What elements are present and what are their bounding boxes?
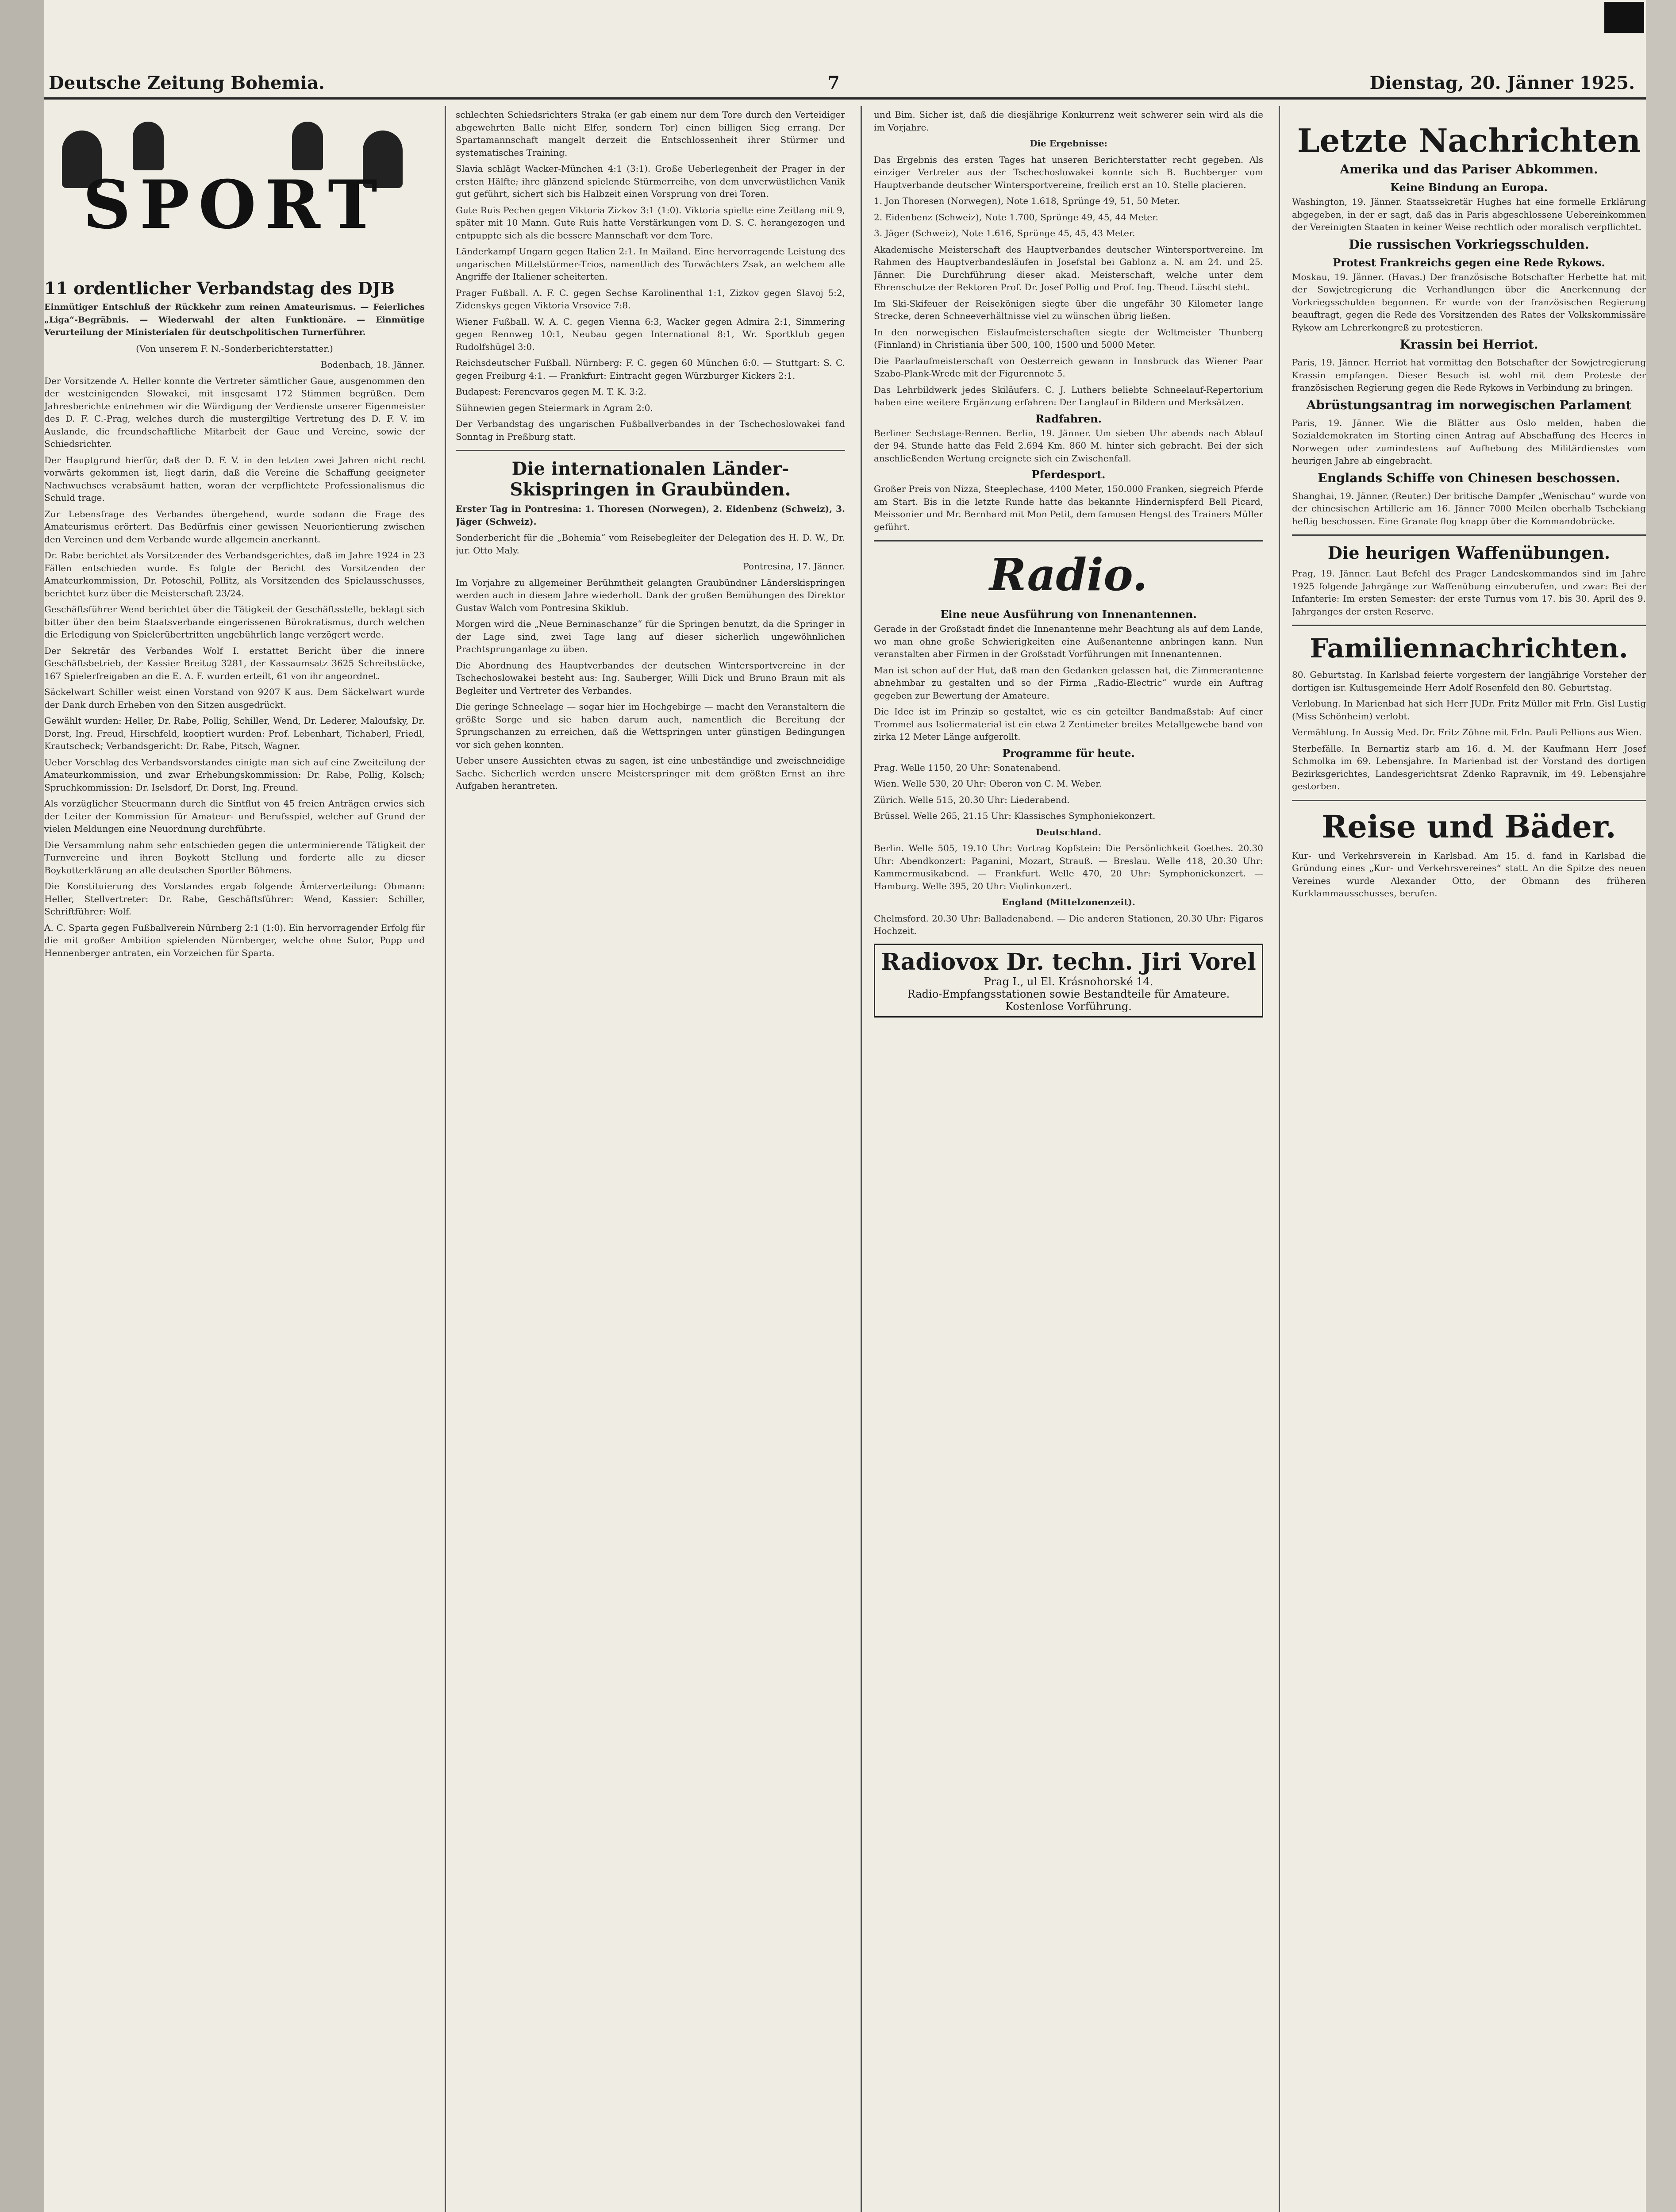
column-sport <box>44 108 425 963</box>
sport-illustration <box>44 113 425 272</box>
column-results-radio <box>874 108 1263 1018</box>
section-title-radfahren: Radfahren. <box>1035 412 1102 425</box>
result-line: Erster Tag in Pontresina: 1. Thoresen (Norwegen), 2. Eidenbenz (Schweiz), 3. Jäger (Schweiz). <box>456 503 845 527</box>
paragraph: Das Ergebnis des ersten Tages hat unseren Berichterstatter recht gegeben. Als einziger Vertreter aus der Tschechoslowakei konnte sich B. Buchberger vom Hauptverbande deutscher Wintersportvereine, freilich erst an 10. Stelle placieren. <box>874 154 1263 190</box>
corner-scan-mark <box>1604 2 1644 33</box>
paragraph: schlechten Schiedsrichters Straka (er gab einem nur dem Tore durch den Verteidiger abgewehrten Balle nicht Elfer, sondern Tor) einen billigen Sieg errang. Der Spartamannschaft mangelt derzeit die Entschlossenheit ihrer Stürmer und systematisches Training. <box>456 109 845 158</box>
column-divider <box>1279 106 1280 2212</box>
ad-address: Prag I., ul El. Krásnohorské 14. <box>984 975 1153 988</box>
paragraph: Im Vorjahre zu allgemeiner Berühmtheit gelangten Graubündner Länderskispringen werden auch in diesem Jahre wiederholt. Dank der großen Bemühungen des Direktor Gustav Walch vom Pontresina Skiklub. <box>456 577 845 613</box>
column-football <box>456 108 845 796</box>
paragraph: 80. Geburtstag. In Karlsbad feierte vorgestern der langjährige Vorsteher der dortigen isr. Kultusgemeinde Herr Adolf Rosenfeld den 80. Geburtstag. <box>1292 669 1646 693</box>
news-subheading: Amerika und das Pariser Abkommen. <box>1340 162 1598 177</box>
paragraph: Washington, 19. Jänner. Staatssekretär Hughes hat eine formelle Erklärung abgegeben, in der er sagt, daß das in Paris abgeschlossene Uebereinkommen der Vereinigten Staaten in keiner Weise rechtlich oder moralisch verpflichtet. <box>1292 196 1646 232</box>
paragraph: Ueber Vorschlag des Verbandsvorstandes einigte man sich auf eine Zweiteilung der Amateurkommission, und zwar Erhebungskommission: Dr. Rabe, Pollig, Kolsch; Spruchkommission: Dr. Iselsdorf, Dr. Dorst, Ing. Freund. <box>44 757 425 793</box>
paragraph: Die Versammlung nahm sehr entschieden gegen die unterminierende Tätigkeit der Turnvereine und ihren Boykott Stellung und forderte alle zu dieser Boykotterklärung an alle deutschen Sportler Böhmens. <box>44 839 425 876</box>
paragraph: Morgen wird die „Neue Berninaschanze“ für die Springen benutzt, da die Springer in der Lage sind, zwei Tage lang auf dieser sicherlich ungewöhnlichen Prachtsprunganlage zu üben. <box>456 618 845 654</box>
article-dateline: Pontresina, 17. Jänner. <box>743 561 845 572</box>
paragraph: Die geringe Schneelage — sogar hier im Hochgebirge — macht den Veranstaltern die größte Sorge und sie haben darum auch, namentlich die Bereitung der Sprungschanzen zu erreichen, daß die Wettspringen unter günstigen Bedingungen vor sich gehen konnten. <box>456 701 845 750</box>
ad-company-name: Radiovox Dr. techn. Jiri Vorel <box>881 948 1256 975</box>
skater-figure-icon <box>292 122 323 170</box>
page-header <box>44 66 1646 97</box>
programme-item: Prag. Welle 1150, 20 Uhr: Sonatenabend. <box>874 762 1061 773</box>
news-subheading: Keine Bindung an Europa. <box>1390 181 1548 194</box>
paragraph: Als vorzüglicher Steuermann durch die Sintflut von 45 freien Anträgen erwies sich der Leiter der Kommission für Amateur- und Berufsspiel, welcher auf Grund der vielen Meldungen eine Neuordnung durchführte. <box>44 798 425 834</box>
radio-subheading: Eine neue Ausführung von Innenantennen. <box>940 608 1197 621</box>
programme-item: Chelmsford. 20.30 Uhr: Balladenabend. — Die anderen Stationen, 20.30 Uhr: Figaros Hochzeit. <box>874 913 1263 936</box>
news-subheading: Die heurigen Waffenübungen. <box>1327 543 1611 563</box>
travel-heading: Reise und Bäder. <box>1322 808 1616 845</box>
paragraph: Der Sekretär des Verbandes Wolf I. erstattet Bericht über die innere Geschäftsbetrieb, der Kassier Breitug 3281, der Kassaumsatz 3625 Schreibstücke, 167 Spielerfreigaben an die E. A. F. wurden erteilt, 61 von ihr angeordnet. <box>44 645 425 681</box>
paragraph: Shanghai, 19. Jänner. (Reuter.) Der britische Dampfer „Wenischau“ wurde von der chinesischen Artillerie am 16. Jänner 7000 Meilen oberhalb Tschekiang heftig beschossen. Eine Granate flog knapp über die Kommandobrücke. <box>1292 490 1646 526</box>
section-rule <box>1292 800 1646 801</box>
result-item: 1. Jon Thoresen (Norwegen), Note 1.618, Sprünge 49, 51, 50 Meter. <box>874 196 1180 206</box>
scan-edge-right <box>1645 0 1676 2212</box>
paragraph: Die Paarlaufmeisterschaft von Oesterreich gewann in Innsbruck das Wiener Paar Szabo-Plank-Wrede mit der Figurennote 5. <box>874 355 1263 379</box>
paragraph: Der Verbandstag des ungarischen Fußballverbandes in der Tschechoslowakei fand Sonntag in Preßburg statt. <box>456 419 845 442</box>
runner-figure-icon <box>133 122 164 170</box>
header-date: Dienstag, 20. Jänner 1925. <box>1369 73 1635 93</box>
last-news-heading: Letzte Nachrichten <box>1297 122 1641 159</box>
newspaper-page <box>44 0 1646 2212</box>
news-subheading: Abrüstungsantrag im norwegischen Parlament <box>1306 397 1632 412</box>
paragraph: Paris, 19. Jänner. Wie die Blätter aus Oslo melden, haben die Sozialdemokraten im Storting einen Antrag auf Abschaffung des Heeres in Norwegen oder zumindestens auf Aufhebung des Militärdienstes vom heurigen Jahre ab eingebracht. <box>1292 417 1646 466</box>
section-rule <box>1292 625 1646 626</box>
paragraph: Gerade in der Großstadt findet die Innenantenne mehr Beachtung als auf dem Lande, wo man ohne große Schwierigkeiten eine Außenantenne anbringen kann. Nun veranstalten aber Firmen in der Großstadt Vorführungen mit Innenantennen. <box>874 623 1263 659</box>
section-rule <box>456 450 845 451</box>
paragraph: Die Abordnung des Hauptverbandes der deutschen Wintersportvereine in der Tschechoslowakei besteht aus: Ing. Sauberger, Willi Dick und Bruno Braun mit als Begleiter und Vertreter des Verbandes. <box>456 660 845 696</box>
news-subheading: Protest Frankreichs gegen eine Rede Rykows. <box>1333 256 1605 269</box>
paragraph: Im Ski-Skifeuer der Reisekönigen siegte über die ungefähr 30 Kilometer lange Strecke, deren Schneeverhältnisse viel zu wünschen übrig ließen. <box>874 298 1263 321</box>
header-rule <box>44 97 1646 100</box>
paragraph: A. C. Sparta gegen Fußballverein Nürnberg 2:1 (1:0). Ein hervorragender Erfolg für die mit großer Ambition spielenden Nürnberger, welche ohne Sutor, Popp und Hennenberger antraten, ein Vorzeichen für Sparta. <box>44 922 425 958</box>
section-rule <box>1292 534 1646 536</box>
paragraph: Ueber unsere Aussichten etwas zu sagen, ist eine unbeständige und zweischneidige Sache. Sicherlich werden unsere Meisterspringer mit dem größten Ernst an ihre Aufgaben herantreten. <box>456 755 845 791</box>
paragraph: Paris, 19. Jänner. Herriot hat vormittag den Botschafter der Sowjetregierung Krassin empfangen. Dieser Besuch ist wohl mit dem Proteste der französischen Regierung gegen die Rede Rykows in Verbindung zu bringen. <box>1292 357 1646 393</box>
paragraph: Zur Lebensfrage des Verbandes übergehend, wurde sodann die Frage des Amateurismus erörtert. Das Bedürfnis einer gewissen Neuorientierung zwischen den Vereinen und dem Verbande wurde allgemein anerkannt. <box>44 508 425 545</box>
result-item: 3. Jäger (Schweiz), Note 1.616, Sprünge 45, 45, 43 Meter. <box>874 228 1135 238</box>
paragraph: und Bim. Sicher ist, daß die diesjährige Konkurrenz weit schwerer sein wird als die im Vorjahre. <box>874 109 1263 133</box>
paragraph: Das Lehrbildwerk jedes Skiläufers. C. J. Luthers beliebte Schneelauf-Repertorium haben eine weitere Ergänzung erfahren: Der Langlauf in Bildern und Merksätzen. <box>874 384 1263 407</box>
article-dateline: Bodenbach, 18. Jänner. <box>320 359 425 370</box>
paragraph: Länderkampf Ungarn gegen Italien 2:1. In Mailand. Eine hervorragende Leistung des ungarischen Mittelstürmer-Trios, namentlich des Torwächters Zsak, an welchem alle Angriffe der Italiener scheiterten. <box>456 246 845 282</box>
paragraph: Sühnewien gegen Steiermark in Agram 2:0. <box>456 402 653 413</box>
paragraph: Wiener Fußball. W. A. C. gegen Vienna 6:3, Wacker gegen Admira 2:1, Simmering gegen Rennweg 10:1, Neubau gegen International 8:1, Wr. Sportklub gegen Rudolfshügel 3:0. <box>456 316 845 352</box>
paragraph: Säckelwart Schiller weist einen Vorstand von 9207 K aus. Dem Säckelwart wurde der Dank durch Erheben von den Sitzen ausgedrückt. <box>44 687 425 710</box>
radiovox-advertisement <box>874 944 1263 1018</box>
header-paper-name: Deutsche Zeitung Bohemia. <box>49 73 325 93</box>
result-item: 2. Eidenbenz (Schweiz), Note 1.700, Sprünge 49, 45, 44 Meter. <box>874 211 1158 223</box>
ad-tagline: Radio-Empfangsstationen sowie Bestandteile für Amateure. Kostenlose Vorführung. <box>907 987 1230 1013</box>
paragraph: Prager Fußball. A. F. C. gegen Sechse Karolinenthal 1:1, Zizkov gegen Slavoj 5:2, Zidenskys gegen Viktoria Vrsovice 7:8. <box>456 287 845 311</box>
paragraph: Moskau, 19. Jänner. (Havas.) Der französische Botschafter Herbette hat mit der Sowjetregierung die Verhandlungen über die Anerkennung der Vorkriegsschulden begonnen. Er wurde von der französischen Regierung beauftragt, gegen die Rede des Vorsitzenden des Rates der Volkskommissäre Rykow am Lehrerkongreß zu protestieren. <box>1292 271 1646 333</box>
programme-item: Berlin. Welle 505, 19.10 Uhr: Vortrag Kopfstein: Die Persönlichkeit Goethes. 20.30 Uhr: Abendkonzert: Paganini, Mozart, Strauß. — Breslau. Welle 418, 20.30 Uhr: Kammermusikabend. — Frankfurt. Welle 470, 20 Uhr: Symphoniekonzert. — Hamburg. Welle 395, 20 Uhr: Violinkonzert. <box>874 843 1263 891</box>
column-divider <box>861 106 862 2212</box>
section-title-pferdesport: Pferdesport. <box>1031 468 1106 481</box>
article-byline: Sonderbericht für die „Bohemia“ vom Reisebegleiter der Delegation des H. D. W., Dr. jur. Otto Maly. <box>456 532 845 556</box>
paragraph: Gewählt wurden: Heller, Dr. Rabe, Pollig, Schiller, Wend, Dr. Lederer, Maloufsky, Dr. Dorst, Ing. Freud, Hirschfeld, kooptiert wurden: Prof. Lebenhart, Tichaberl, Friedl, Krautscheck; Verbandsgericht: Dr. Rabe, Pitsch, Wagner. <box>44 715 425 751</box>
header-page-number: 7 <box>827 73 840 93</box>
section-title-skispringen: Die internationalen Länder-Skispringen in Graubünden. <box>510 458 791 500</box>
paragraph: Slavia schlägt Wacker-München 4:1 (3:1). Große Ueberlegenheit der Prager in der ersten Hälfte; ihre glänzend spielende Stürmerreihe, von dem unverwüstlichen Vanik gut geführt, sichert sich bis Halbzeit einen Vorsprung von drei Toren. <box>456 163 845 199</box>
paragraph: Geschäftsführer Wend berichtet über die Tätigkeit der Geschäftsstelle, beklagt sich bitter über den beim Staatsverbande eingerissenen Bürokratismus, durch welchen die Erledigung von Spielerübertritten ungebührlich lange verzögert werde. <box>44 604 425 640</box>
paragraph: Man ist schon auf der Hut, daß man den Gedanken gelassen hat, die Zimmerantenne abnehmbar zu gestalten und so der Firma „Radio-Electric“ wurde ein Auftrag gegeben zur Bewertung der Amateure. <box>874 664 1263 701</box>
column-news <box>1292 108 1646 903</box>
programme-heading: Programme für heute. <box>1002 746 1135 760</box>
sport-heading: SPORT <box>83 166 386 244</box>
programme-item: Brüssel. Welle 265, 21.15 Uhr: Klassisches Symphoniekonzert. <box>874 810 1156 821</box>
paragraph: Gute Ruis Pechen gegen Viktoria Zizkov 3:1 (1:0). Viktoria spielte eine Zeitlang mit 9, später mit 10 Mann. Gute Ruis hatte Verstärkungen vom D. S. C. herangezogen und entpuppte sich als die bessere Mannschaft vor dem Tore. <box>456 204 845 241</box>
paragraph: Dr. Rabe berichtet als Vorsitzender des Verbandsgerichtes, daß im Jahre 1924 in 23 Fällen entschieden wurde. Es folgte der Bericht des Vorsitzenden der Amateurkommission, Dr. Potoschil, Pollitz, als Vorsitzenden des Spielausschusses, berichtet kurz über die Meisterschaft 23/24. <box>44 550 425 599</box>
paragraph: Die Idee ist im Prinzip so gestaltet, wie es ein geteilter Bandmaßstab: Auf einer Trommel aus Isoliermaterial ist ein etwa 2 Zentimeter breites Metallgewebe band von zirka 12 Meter Länge aufgerollt. <box>874 706 1263 742</box>
paragraph: Berliner Sechstage-Rennen. Berlin, 19. Jänner. Um sieben Uhr abends nach Ablauf der 94. Stunde hatte das Feld 2.694 Km. 860 M. hinter sich gebracht. Bei der sich anschließenden Wertung ereignete sich ein Zwischenfall. <box>874 427 1263 464</box>
paragraph: Der Vorsitzende A. Heller konnte die Vertreter sämtlicher Gaue, ausgenommen den der westeinigenden Slowakei, mit insgesamt 172 Stimmen begrüßen. Dem Jahresberichte entnehmen wir die Würdigung der Verdienste unserer Eigenmeister des D. F. C.-Prag, welches durch die mustergiltige Vertretung des D. F. V. im Auslande, die freundschaftliche Mitarbeit der Gaue und Vereine, sowie der Schiedsrichter. <box>44 375 425 449</box>
paragraph: Der Hauptgrund hierfür, daß der D. F. V. in den letzten zwei Jahren nicht recht vorwärts gekommen ist, liegt darin, daß die Vereine die Schaffung geeigneter Nachwuchses verabsäumt hatten, woran der verpflichtete Professionalismus die Schuld trage. <box>44 454 425 503</box>
paragraph: Vermählung. In Aussig Med. Dr. Fritz Zöhne mit Frln. Pauli Pellions aus Wien. <box>1292 727 1642 737</box>
column-divider <box>445 106 446 2212</box>
paragraph: Prag, 19. Jänner. Laut Befehl des Prager Landeskommandos sind im Jahre 1925 folgende Jahrgänge zur Waffenübung einzuberufen, und zwar: Bei der Infanterie: Im ersten Semester: der erste Turnus vom 17. bis 30. April des 9. Jahrganges der ersten Reserve. <box>1292 568 1646 617</box>
paragraph: Reichsdeutscher Fußball. Nürnberg: F. C. gegen 60 München 6:0. — Stuttgart: S. C. gegen Freiburg 4:1. — Frankfurt: Eintracht gegen Würzburger Kickers 2:1. <box>456 357 845 381</box>
programme-country: Deutschland. <box>1036 826 1101 837</box>
article-subtitle: Einmütiger Entschluß der Rückkehr zum reinen Amateurismus. — Feierliches „Liga“-Begräbnis. — Wiederwahl der alten Funktionäre. — Einmütige Verurteilung der Ministerialen für deutschpolitischen Turnerführer. <box>44 302 425 337</box>
radio-heading: Radio. <box>989 549 1148 601</box>
paragraph: Budapest: Ferencvaros gegen M. T. K. 3:2. <box>456 386 646 397</box>
paragraph: Sterbefälle. In Bernartiz starb am 16. d. M. der Kaufmann Herr Josef Schmolka im 69. Lebensjahre. In Marienbad ist der Vorstand des dortigen Bezirksgerichtes, Landesgerichtsrat Zdenko Rapravnik, im 49. Lebensjahre gestorben. <box>1292 743 1646 791</box>
news-subheading: Krassin bei Herriot. <box>1399 337 1538 352</box>
news-subheading: Englands Schiffe von Chinesen beschossen. <box>1318 470 1620 485</box>
article-title: 11 ordentlicher Verbandstag des DJB <box>44 278 395 298</box>
paragraph: Akademische Meisterschaft des Hauptverbandes deutscher Wintersportvereine. Im Rahmen des Hauptverbandesläufen in Josefstal bei Gablonz a. N. am 24. und 25. Jänner. Die Durchführung dieser akad. Meisterschaft, welche unter dem Ehrenschutze der Rektoren Prof. Dr. Josef Pollig und Prof. Ing. Theod. Lüscht steht. <box>874 244 1263 292</box>
paragraph: Großer Preis von Nizza, Steeplechase, 4400 Meter, 150.000 Franken, siegreich Pferde am Start. Bis in die letzte Runde hatte das bekannte Hindernispferd Bell Picard, Meissonier und Mr. Bernhard mit Mon Petit, dem famosen Hengst des Trainers Müller geführt. <box>874 484 1263 532</box>
paragraph: Kur- und Verkehrsverein in Karlsbad. Am 15. d. fand in Karlsbad die Gründung eines „Kur- und Verkehrsvereines“ statt. An die Spitze des neuen Vereines wurde Alexander Otto, der Obmann des früheren Kurklammausschusses, berufen. <box>1292 850 1646 899</box>
scan-edge-left <box>0 0 44 2212</box>
programme-item: Wien. Welle 530, 20 Uhr: Oberon von C. M. Weber. <box>874 778 1102 789</box>
paragraph: Die Konstituierung des Vorstandes ergab folgende Ämterverteilung: Obmann: Heller, Stellvertreter: Dr. Rabe, Geschäftsführer: Wend, Kassier: Schiller, Schriftführer: Wolf. <box>44 881 425 917</box>
family-news-heading: Familiennachrichten. <box>1310 633 1628 664</box>
section-rule <box>874 540 1263 541</box>
programme-country: England (Mittelzonenzeit). <box>1002 897 1135 907</box>
results-heading: Die Ergebnisse: <box>1030 138 1107 149</box>
news-subheading: Die russischen Vorkriegsschulden. <box>1349 237 1589 252</box>
paragraph: In den norwegischen Eislaufmeisterschaften siegte der Weltmeister Thunberg (Finnland) in Christiania über 500, 100, 1500 und 5000 Meter. <box>874 326 1263 350</box>
paragraph: Verlobung. In Marienbad hat sich Herr JUDr. Fritz Müller mit Frln. Gisl Lustig (Miss Schönheim) verlobt. <box>1292 698 1646 722</box>
article-byline: (Von unserem F. N.-Sonderberichterstatter.) <box>136 343 333 354</box>
programme-item: Zürich. Welle 515, 20.30 Uhr: Liederabend. <box>874 794 1070 805</box>
